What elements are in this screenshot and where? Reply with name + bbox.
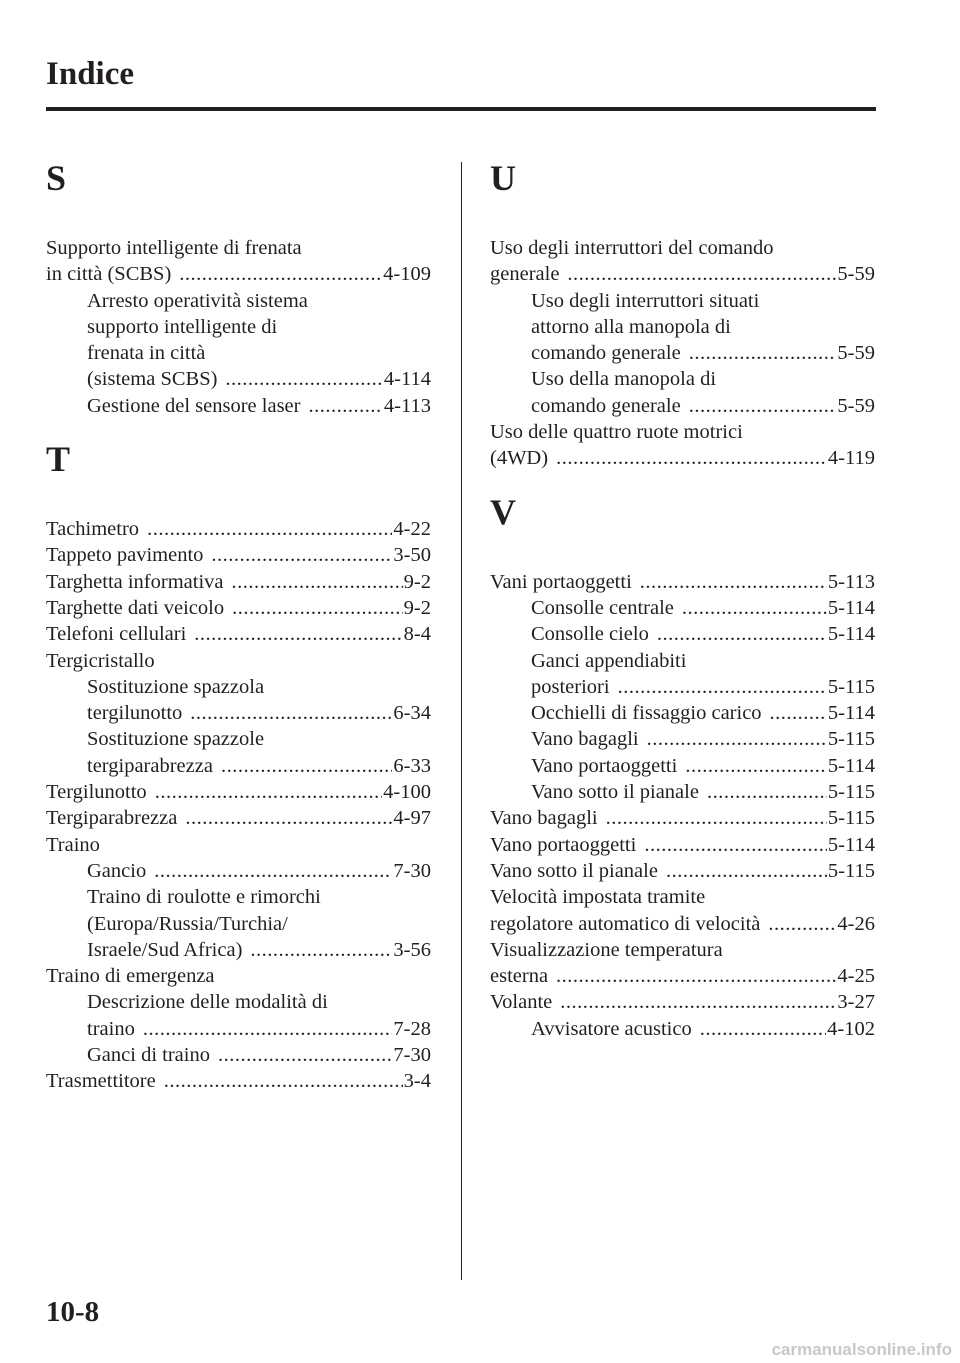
dot-leader bbox=[666, 858, 827, 884]
dot-leader bbox=[147, 516, 392, 542]
dot-leader bbox=[689, 340, 837, 366]
index-subentry[interactable] bbox=[46, 393, 431, 419]
dot-leader bbox=[606, 805, 827, 831]
entry-text-line: Visualizzazione temperatura bbox=[490, 938, 723, 961]
entry-label: Tergiparabrezza bbox=[46, 807, 178, 830]
entry-label: traino bbox=[87, 1017, 135, 1040]
index-subentry[interactable] bbox=[490, 700, 875, 726]
entry-row bbox=[87, 393, 431, 419]
index-section bbox=[490, 491, 875, 1042]
page-reference[interactable]: 5-115 bbox=[827, 728, 875, 751]
entry-row bbox=[531, 340, 875, 366]
index-section bbox=[46, 160, 431, 419]
page-reference[interactable]: 4-22 bbox=[393, 518, 431, 541]
entry-text-line: Uso della manopola di bbox=[531, 368, 717, 391]
entry-text-line: Uso degli interruttori situati bbox=[531, 289, 760, 312]
entry-label: Volante bbox=[490, 991, 553, 1014]
dot-leader bbox=[194, 621, 402, 647]
index-entry[interactable] bbox=[490, 989, 875, 1015]
page-reference[interactable]: 9-2 bbox=[403, 596, 431, 619]
entry-text-line: Arresto operatività sistema bbox=[87, 289, 308, 312]
entry-row bbox=[490, 963, 875, 989]
entry-row bbox=[46, 595, 431, 621]
page-reference[interactable]: 5-59 bbox=[837, 342, 875, 365]
page-reference[interactable]: 3-56 bbox=[393, 938, 431, 961]
entry-label: Israele/Sud Africa) bbox=[87, 938, 243, 961]
entry-text-line: attorno alla manopola di bbox=[531, 315, 731, 338]
page-reference[interactable]: 7-28 bbox=[393, 1017, 431, 1040]
entry-label: Vano bagagli bbox=[490, 807, 598, 830]
page-title: Indice bbox=[46, 56, 135, 92]
index-subentry[interactable] bbox=[46, 674, 431, 727]
page-reference[interactable]: 3-27 bbox=[837, 991, 875, 1014]
entry-row bbox=[87, 700, 431, 726]
entry-text-line: Supporto intelligente di frenata bbox=[46, 237, 302, 259]
entry-row bbox=[490, 989, 875, 1015]
dot-leader bbox=[700, 1016, 826, 1042]
entry-row bbox=[490, 858, 875, 884]
entry-row bbox=[490, 911, 875, 937]
page-reference[interactable]: 5-115 bbox=[827, 859, 875, 882]
entry-row bbox=[490, 261, 875, 287]
entry-row bbox=[46, 963, 431, 989]
page-reference[interactable]: 4-119 bbox=[827, 447, 875, 470]
entry-label: Tergilunotto bbox=[46, 781, 147, 804]
index-subentry[interactable] bbox=[490, 621, 875, 647]
page-reference[interactable]: 5-113 bbox=[827, 570, 875, 593]
entry-text-line: Uso degli interruttori del comando bbox=[490, 237, 774, 259]
entry-label: Gancio bbox=[87, 859, 147, 882]
dot-leader bbox=[221, 753, 392, 779]
index-entry[interactable] bbox=[46, 963, 431, 989]
page-reference[interactable]: 5-114 bbox=[827, 623, 875, 646]
dot-leader bbox=[682, 595, 827, 621]
page-reference[interactable]: 5-114 bbox=[827, 702, 875, 725]
index-column-right bbox=[490, 160, 875, 1046]
entry-row bbox=[531, 674, 875, 700]
entry-label: Targhette dati veicolo bbox=[46, 596, 225, 619]
page-reference[interactable]: 4-102 bbox=[827, 1017, 875, 1040]
index-entry[interactable] bbox=[46, 648, 431, 674]
dot-leader bbox=[218, 1042, 392, 1068]
page-reference[interactable]: 6-34 bbox=[393, 702, 431, 725]
entry-label: Occhielli di fissaggio carico bbox=[531, 702, 762, 725]
page-reference[interactable]: 4-97 bbox=[393, 807, 431, 830]
entry-row bbox=[46, 648, 431, 674]
entry-row bbox=[87, 366, 431, 392]
page-reference[interactable]: 4-100 bbox=[383, 781, 431, 804]
index-entry[interactable] bbox=[490, 235, 875, 288]
page-reference[interactable]: 7-30 bbox=[393, 859, 431, 882]
entry-row bbox=[87, 1016, 431, 1042]
entry-text-line: Velocità impostata tramite bbox=[490, 886, 706, 909]
entry-row bbox=[490, 569, 875, 595]
entry-text-line: Uso delle quattro ruote motrici bbox=[490, 421, 743, 444]
page-reference[interactable]: 7-30 bbox=[393, 1044, 431, 1067]
dot-leader bbox=[556, 445, 827, 471]
entry-row bbox=[531, 393, 875, 419]
entry-label: Ganci di traino bbox=[87, 1044, 210, 1067]
dot-leader bbox=[647, 726, 827, 752]
page-reference[interactable]: 5-114 bbox=[827, 754, 875, 777]
index-entry[interactable] bbox=[490, 937, 875, 990]
entry-label: (sistema SCBS) bbox=[87, 368, 218, 391]
entry-label: Vano portaoggetti bbox=[490, 833, 637, 856]
page-reference[interactable]: 3-4 bbox=[403, 1070, 431, 1093]
index-entry[interactable] bbox=[46, 516, 431, 542]
index-entry[interactable] bbox=[490, 832, 875, 858]
entry-label: Vano bagagli bbox=[531, 728, 639, 751]
entry-label: Targhetta informativa bbox=[46, 570, 224, 593]
index-subentry[interactable] bbox=[46, 858, 431, 884]
entry-row bbox=[87, 937, 431, 963]
entry-label: Vano sotto il pianale bbox=[490, 859, 658, 882]
section-letter: V bbox=[490, 491, 516, 532]
page-reference[interactable]: 5-59 bbox=[837, 394, 875, 417]
dot-leader bbox=[644, 832, 827, 858]
entry-label: Vani portaoggetti bbox=[490, 570, 632, 593]
page-reference[interactable]: 3-50 bbox=[393, 544, 431, 567]
page-number: 10-8 bbox=[46, 1296, 100, 1328]
page-reference[interactable]: 6-33 bbox=[393, 754, 431, 777]
dot-leader bbox=[768, 911, 836, 937]
dot-leader bbox=[770, 700, 827, 726]
entry-row bbox=[531, 595, 875, 621]
index-entry[interactable] bbox=[490, 884, 875, 937]
dot-leader bbox=[143, 1016, 393, 1042]
dot-leader bbox=[640, 569, 827, 595]
entry-row bbox=[46, 805, 431, 831]
entry-text-line: supporto intelligente di bbox=[87, 315, 278, 338]
index-section bbox=[46, 441, 431, 1095]
dot-leader bbox=[689, 393, 837, 419]
entry-row bbox=[531, 726, 875, 752]
entry-label: Tergicristallo bbox=[46, 649, 155, 672]
dot-leader bbox=[567, 261, 836, 287]
section-letter: T bbox=[46, 439, 71, 480]
entry-row bbox=[490, 805, 875, 831]
entry-row bbox=[46, 516, 431, 542]
index-entry[interactable] bbox=[46, 1068, 431, 1094]
index-entry[interactable] bbox=[490, 858, 875, 884]
entry-label: Vano sotto il pianale bbox=[531, 781, 699, 804]
entry-label: Gestione del sensore laser bbox=[87, 394, 301, 417]
dot-leader bbox=[232, 595, 403, 621]
entry-label: posteriori bbox=[531, 675, 610, 698]
entry-label: esterna bbox=[490, 965, 549, 988]
dot-leader bbox=[155, 779, 382, 805]
entry-label: Consolle centrale bbox=[531, 596, 674, 619]
section-letter: S bbox=[46, 158, 67, 198]
entry-row bbox=[46, 261, 431, 287]
index-subentry[interactable] bbox=[490, 288, 875, 367]
entry-row bbox=[46, 1068, 431, 1094]
index-subentry[interactable] bbox=[46, 989, 431, 1042]
index-entry[interactable] bbox=[490, 419, 875, 472]
index-subentry[interactable] bbox=[490, 726, 875, 752]
index-subentry[interactable] bbox=[490, 753, 875, 779]
page-reference[interactable]: 5-114 bbox=[827, 833, 875, 856]
entry-row bbox=[490, 445, 875, 471]
entry-row bbox=[490, 832, 875, 858]
entry-row bbox=[531, 700, 875, 726]
index-subentry[interactable] bbox=[46, 288, 431, 393]
entry-label: generale bbox=[490, 263, 560, 286]
dot-leader bbox=[232, 569, 403, 595]
dot-leader bbox=[308, 393, 382, 419]
entry-label: Traino bbox=[46, 833, 100, 856]
index-entry[interactable] bbox=[46, 569, 431, 595]
dot-leader bbox=[556, 963, 836, 989]
dot-leader bbox=[707, 779, 827, 805]
index-section bbox=[490, 160, 875, 472]
entry-row bbox=[46, 569, 431, 595]
dot-leader bbox=[657, 621, 827, 647]
entry-label: tergilunotto bbox=[87, 702, 183, 725]
entry-label: Avvisatore acustico bbox=[531, 1017, 692, 1040]
index-entry[interactable] bbox=[46, 805, 431, 831]
dot-leader bbox=[190, 700, 392, 726]
entry-label: comando generale bbox=[531, 342, 681, 365]
entry-text-line: frenata in città bbox=[87, 342, 206, 365]
dot-leader bbox=[685, 753, 827, 779]
page-reference[interactable]: 4-114 bbox=[383, 368, 431, 391]
page-reference[interactable]: 5-115 bbox=[827, 781, 875, 804]
index-subentry[interactable] bbox=[490, 779, 875, 805]
page-reference[interactable]: 4-113 bbox=[383, 394, 431, 417]
entry-row bbox=[531, 621, 875, 647]
entry-text-line: Sostituzione spazzola bbox=[87, 675, 265, 698]
entry-row bbox=[46, 832, 431, 858]
index-column-left bbox=[46, 160, 431, 1099]
page-reference[interactable]: 4-26 bbox=[837, 912, 875, 935]
index-entry[interactable] bbox=[46, 235, 431, 288]
dot-leader bbox=[250, 937, 392, 963]
page-reference[interactable]: 5-59 bbox=[837, 263, 875, 286]
index-subentry[interactable] bbox=[46, 1042, 431, 1068]
index-entry[interactable] bbox=[46, 542, 431, 568]
page-reference[interactable]: 5-115 bbox=[827, 675, 875, 698]
entry-label: Consolle cielo bbox=[531, 623, 649, 646]
entry-label: in città (SCBS) bbox=[46, 263, 172, 286]
entry-label: Traino di emergenza bbox=[46, 965, 215, 988]
entry-row bbox=[531, 779, 875, 805]
dot-leader bbox=[211, 542, 392, 568]
entry-row bbox=[87, 858, 431, 884]
index-entry[interactable] bbox=[46, 779, 431, 805]
entry-text-line: (Europa/Russia/Turchia/ bbox=[87, 912, 288, 935]
page-reference[interactable]: 5-114 bbox=[827, 596, 875, 619]
column-divider bbox=[461, 162, 462, 1280]
dot-leader bbox=[179, 261, 382, 287]
index-subentry[interactable] bbox=[46, 884, 431, 963]
index-subentry[interactable] bbox=[490, 1016, 875, 1042]
entry-label: (4WD) bbox=[490, 447, 549, 470]
dot-leader bbox=[185, 805, 392, 831]
entry-row bbox=[46, 779, 431, 805]
page-reference[interactable]: 8-4 bbox=[403, 623, 431, 646]
entry-row bbox=[531, 1016, 875, 1042]
index-subentry[interactable] bbox=[490, 366, 875, 419]
entry-text-line: Ganci appendiabiti bbox=[531, 649, 687, 672]
index-entry[interactable] bbox=[46, 621, 431, 647]
page-reference[interactable]: 5-115 bbox=[827, 807, 875, 830]
dot-leader bbox=[225, 366, 383, 392]
index-subentry[interactable] bbox=[490, 648, 875, 701]
header-rule bbox=[46, 107, 876, 111]
entry-row bbox=[46, 621, 431, 647]
entry-label: tergiparabrezza bbox=[87, 754, 213, 777]
index-subentry[interactable] bbox=[46, 726, 431, 779]
index-subentry[interactable] bbox=[490, 595, 875, 621]
entry-row bbox=[87, 1042, 431, 1068]
page-reference[interactable]: 4-109 bbox=[383, 263, 431, 286]
index-entry[interactable] bbox=[46, 832, 431, 858]
entry-label: regolatore automatico di velocità bbox=[490, 912, 761, 935]
entry-text-line: Traino di roulotte e rimorchi bbox=[87, 886, 321, 909]
dot-leader bbox=[560, 989, 836, 1015]
entry-text-line: Descrizione delle modalità di bbox=[87, 991, 328, 1014]
index-entry[interactable] bbox=[46, 595, 431, 621]
index-entry[interactable] bbox=[490, 569, 875, 595]
entry-label: Trasmettitore bbox=[46, 1070, 156, 1093]
entry-row bbox=[87, 753, 431, 779]
dot-leader bbox=[154, 858, 392, 884]
entry-label: comando generale bbox=[531, 394, 681, 417]
entry-label: Tappeto pavimento bbox=[46, 544, 204, 567]
entry-label: Vano portaoggetti bbox=[531, 754, 678, 777]
entry-label: Telefoni cellulari bbox=[46, 623, 187, 646]
entry-row bbox=[46, 542, 431, 568]
watermark: carmanualsonline.info bbox=[771, 1340, 952, 1359]
index-entry[interactable] bbox=[490, 805, 875, 831]
dot-leader bbox=[618, 674, 827, 700]
page-reference[interactable]: 4-25 bbox=[837, 965, 875, 988]
dot-leader bbox=[164, 1068, 403, 1094]
entry-row bbox=[531, 753, 875, 779]
page-reference[interactable]: 9-2 bbox=[403, 570, 431, 593]
section-letter: U bbox=[490, 158, 516, 198]
entry-label: Tachimetro bbox=[46, 518, 140, 541]
entry-text-line: Sostituzione spazzole bbox=[87, 728, 265, 751]
